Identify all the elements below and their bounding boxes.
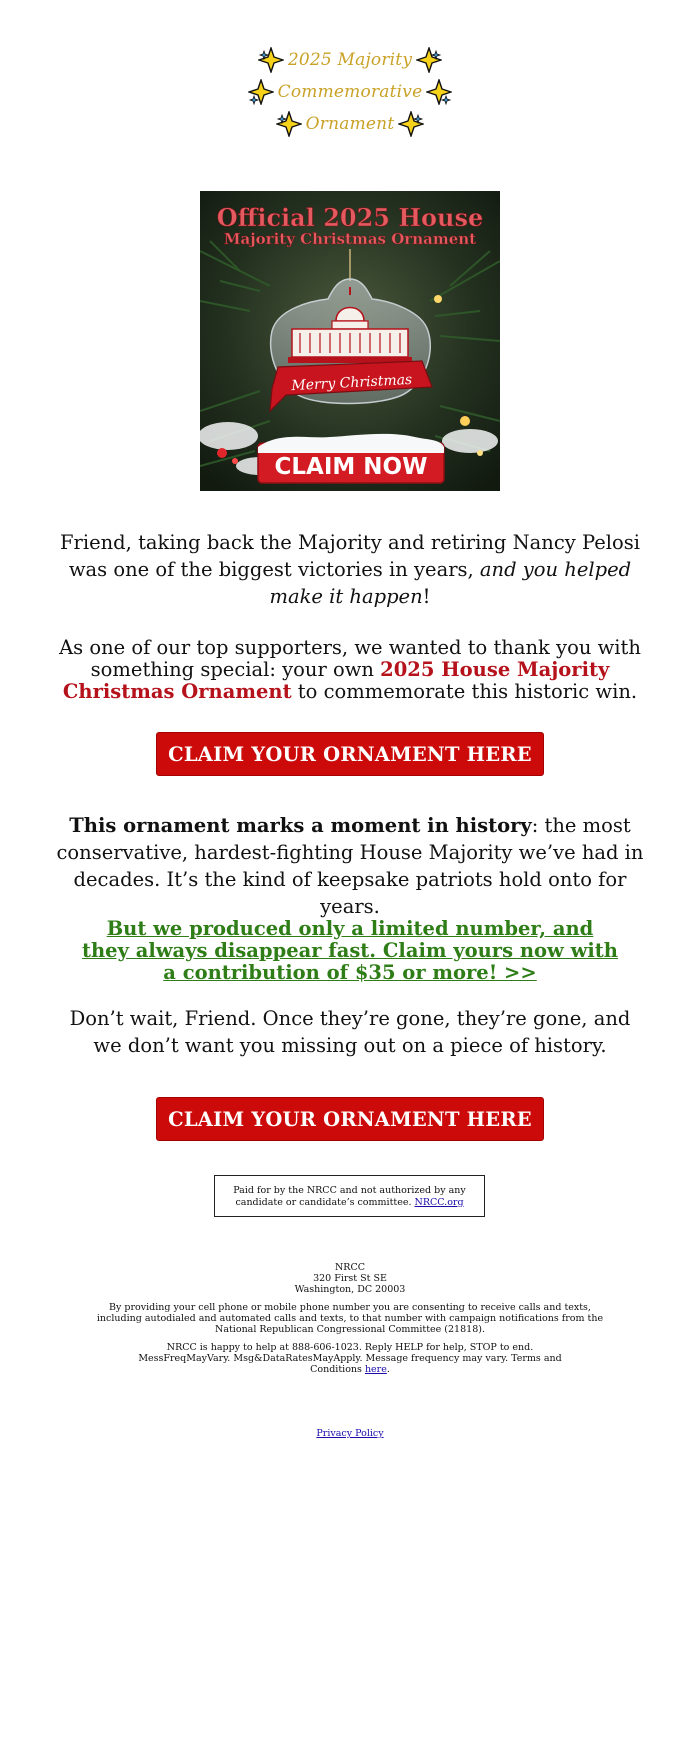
sparkle-star-icon xyxy=(258,47,284,73)
supporter-end: to commemorate this historic win. xyxy=(291,680,638,703)
header-title xyxy=(0,44,700,140)
ornament-ribbon-text: Merry Christmas xyxy=(291,371,413,395)
footer-privacy xyxy=(95,1428,605,1439)
header-line-2: Commemorative xyxy=(277,82,423,102)
hero-claim-text: CLAIM NOW xyxy=(274,454,428,480)
dont-wait-paragraph: Don’t wait, Friend. Once they’re gone, they’re gone, and we don’t want you missing out on a piece of history. xyxy=(69,1007,631,1057)
footer-address-line-2: Washington, DC 20003 xyxy=(294,1284,406,1295)
paid-for-disclaimer xyxy=(214,1175,485,1217)
footer-address-line-1: 320 First St SE xyxy=(313,1273,387,1284)
footer-org: NRCC xyxy=(334,1262,365,1273)
header-line-1: 2025 Majority xyxy=(287,50,413,70)
intro-italic: and you helped make it happen xyxy=(269,558,632,608)
sparkle-star-icon xyxy=(398,111,424,137)
supporter-text: As one of our top supporters, we wanted to thank you with something special: your own xyxy=(59,636,641,681)
privacy-policy-link[interactable]: Privacy Policy xyxy=(316,1428,384,1439)
intro-end: ! xyxy=(422,585,431,608)
claim-ornament-button-1[interactable]: CLAIM YOUR ORNAMENT HERE xyxy=(156,732,544,776)
footer-help xyxy=(120,1342,580,1375)
history-bold: This ornament marks a moment in history xyxy=(69,814,532,837)
ornament-hero-image[interactable] xyxy=(200,191,500,491)
nrcc-link[interactable]: NRCC.org xyxy=(414,1197,464,1208)
sparkle-star-icon xyxy=(248,79,274,105)
hero-title-line-2: Majority Christmas Ornament xyxy=(223,230,477,248)
sparkle-star-icon xyxy=(276,111,302,137)
footer-consent: By providing your cell phone or mobile phone number you are consenting to receive calls and texts, including autodialed and automated calls and texts, to that number with campaign notifications from the National Republican Congressional Committee (21818). xyxy=(96,1302,604,1335)
terms-link[interactable]: here xyxy=(364,1364,387,1375)
intro-text: Friend, taking back the Majority and retiring Nancy Pelosi was one of the biggest victories in years, xyxy=(60,531,640,581)
footer-help-text: NRCC is happy to help at 888-606-1023. Reply HELP for help, STOP to end. MessFreqMayVary. Msg&DataRatesMayApply. Message frequency may vary. Terms and Conditions xyxy=(138,1342,562,1375)
footer-help-end: . xyxy=(386,1364,390,1375)
intro-paragraph xyxy=(55,529,645,610)
claim-ornament-button-2[interactable]: CLAIM YOUR ORNAMENT HERE xyxy=(156,1097,544,1141)
supporter-paragraph xyxy=(55,637,645,703)
footer-address xyxy=(95,1262,605,1295)
limited-offer-link[interactable]: But we produced only a limited number, and they always disappear fast. Claim yours now with a contribution of $35 or more! >> xyxy=(82,917,618,984)
limited-offer-paragraph xyxy=(80,918,620,984)
history-text: : the most conservative, hardest-fighting House Majority we’ve had in decades. It’s the kind of keepsake patriots hold onto for years. xyxy=(56,814,644,918)
ornament-highlight: 2025 House Majority Christmas Ornament xyxy=(62,658,610,703)
disclaimer-text: Paid for by the NRCC and not authorized by any candidate or candidate’s committee. xyxy=(233,1185,466,1208)
sparkle-star-icon xyxy=(426,79,452,105)
hero-title-line-1: Official 2025 House xyxy=(216,203,484,232)
header-line-3: Ornament xyxy=(305,114,395,134)
sparkle-star-icon xyxy=(416,47,442,73)
history-paragraph xyxy=(55,812,645,920)
